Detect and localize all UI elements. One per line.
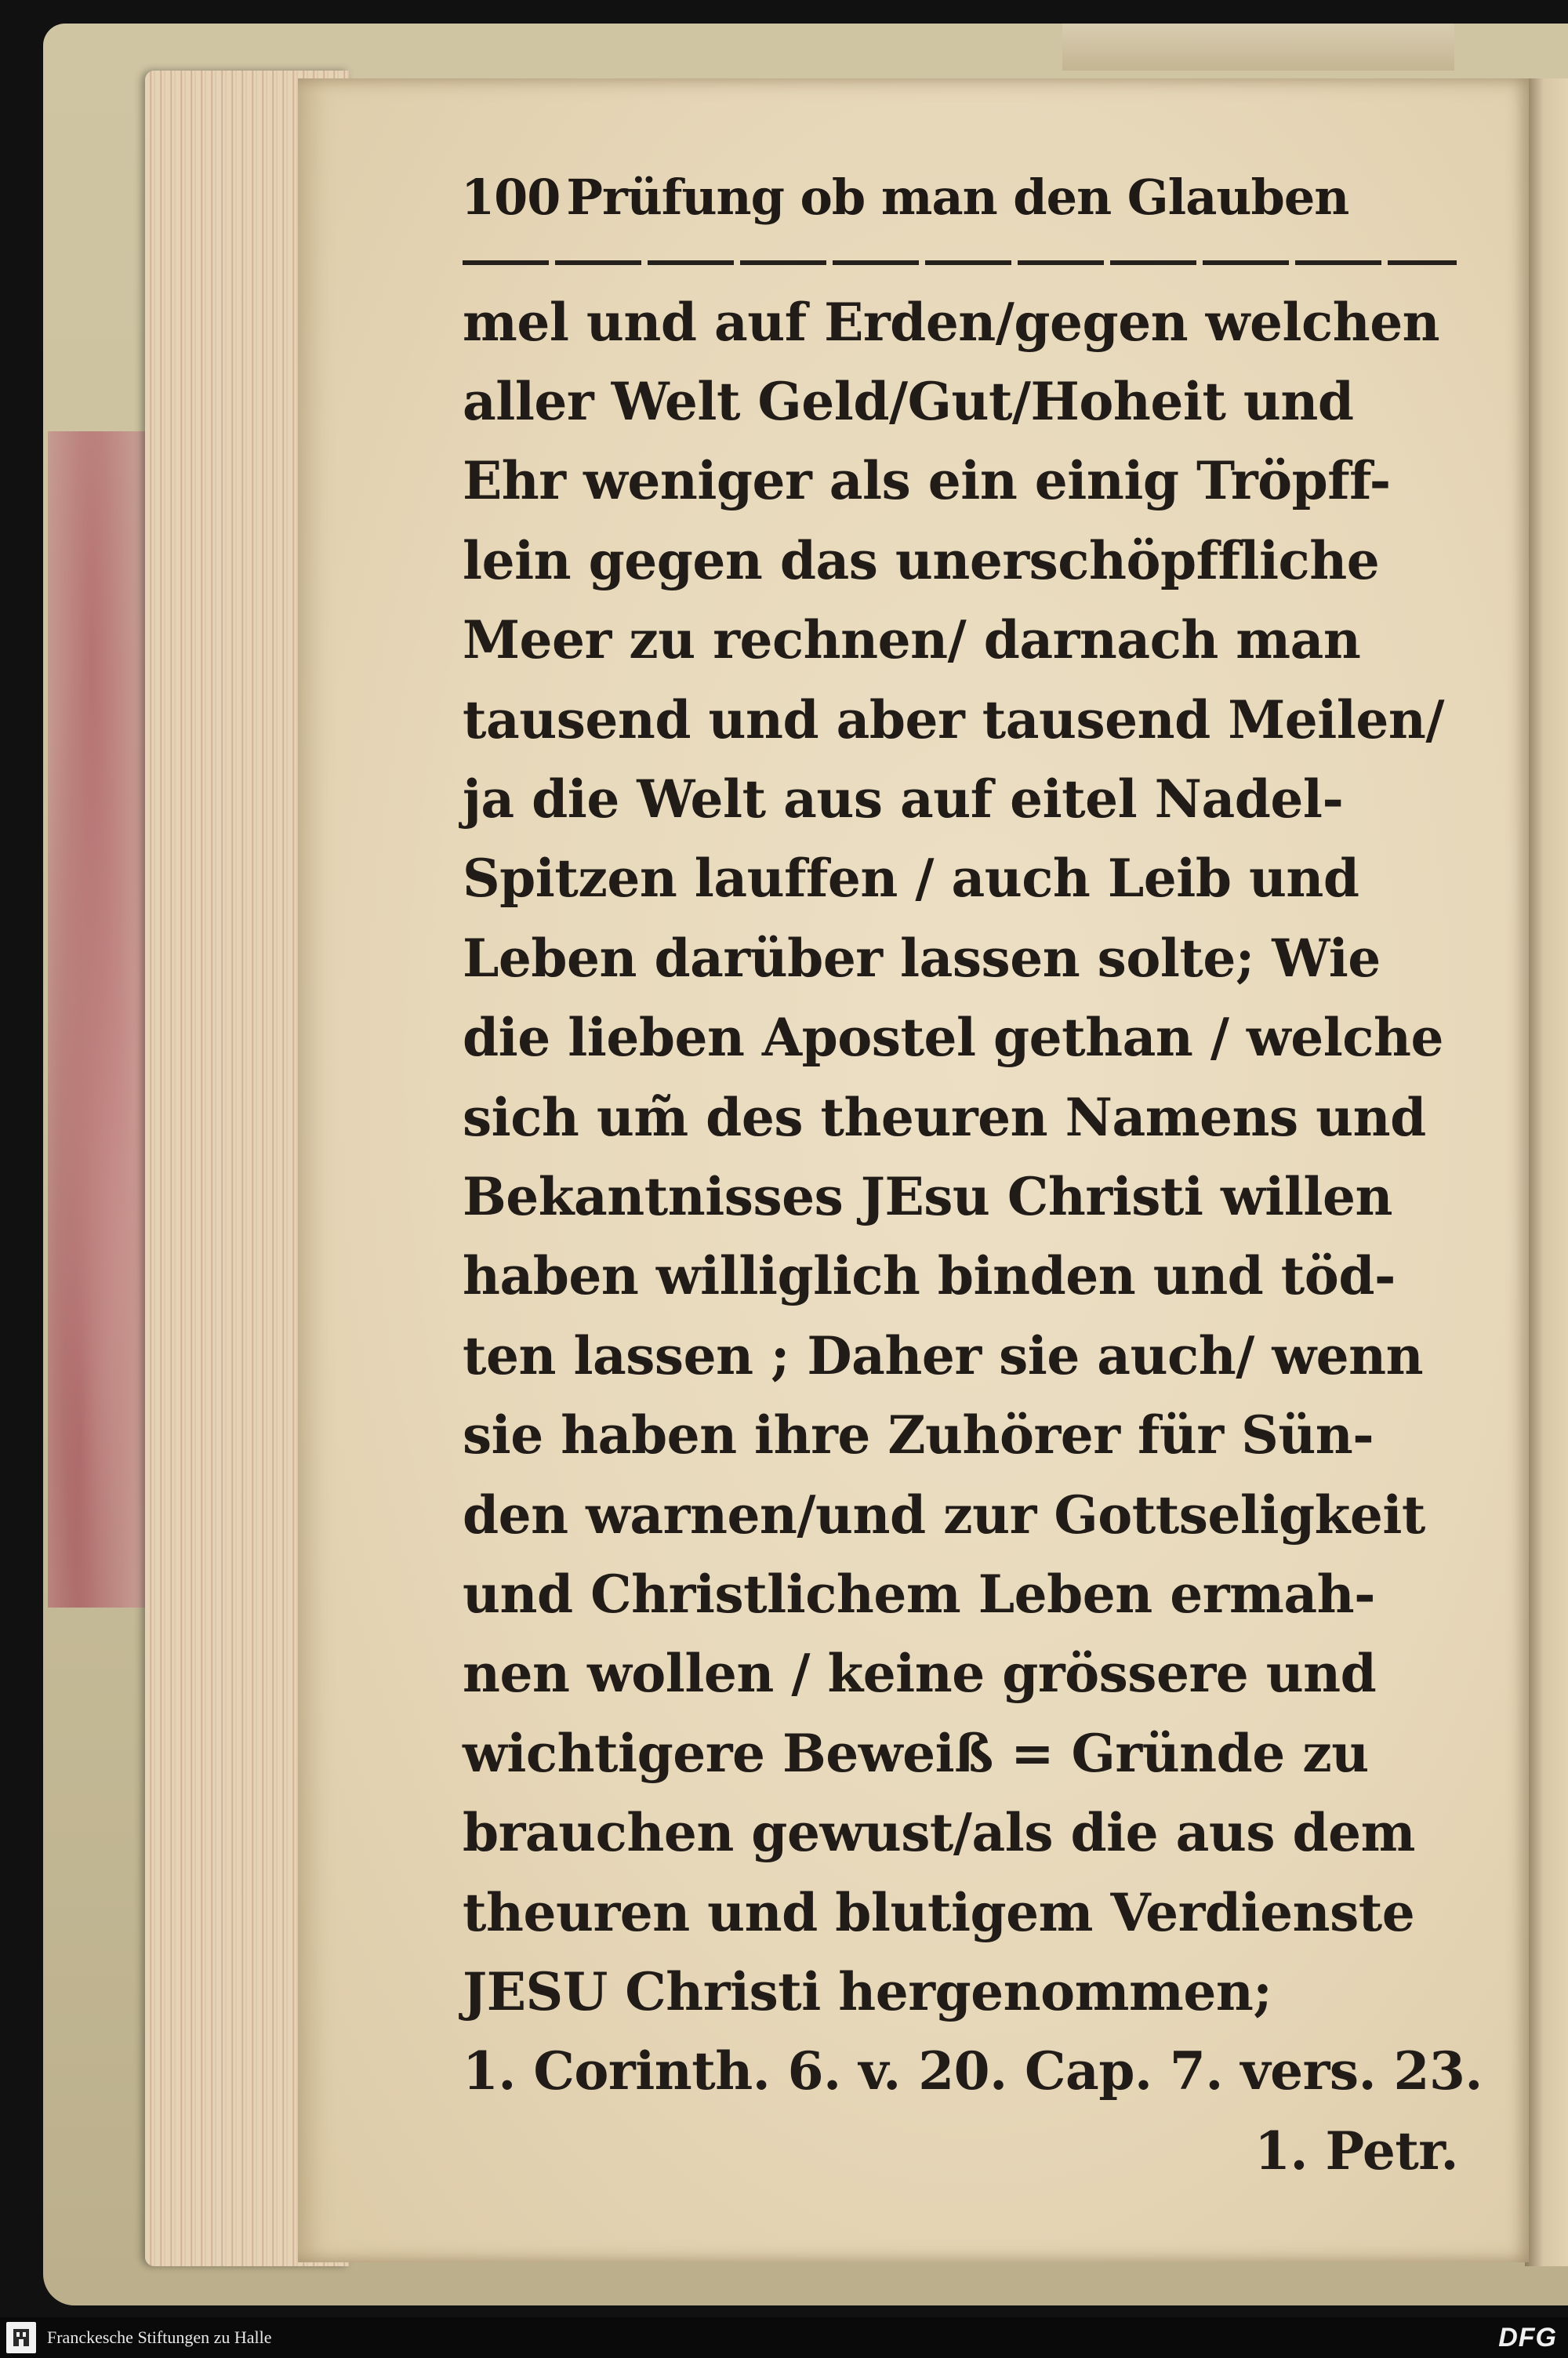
institution-name: Franckesche Stiftungen zu Halle [47, 2327, 272, 2347]
text-line: Bekantnisses JEsu Christi willen [463, 1165, 1392, 1227]
text-line: theuren und blutigem Verdienste [463, 1881, 1415, 1943]
text-line: und Christlichem Leben ermah- [463, 1563, 1375, 1625]
body-text [463, 282, 1483, 2190]
header-rule [463, 260, 1457, 265]
running-head [461, 158, 1461, 226]
text-line: die lieben Apostel gethan / welche [463, 1007, 1443, 1069]
cover-damage [1062, 24, 1454, 71]
marbled-paper [48, 431, 158, 1608]
text-line: den warnen/und zur Gottseligkeit [463, 1484, 1425, 1546]
text-line: haben williglich binden und töd- [463, 1245, 1396, 1307]
facing-page-edge [1525, 78, 1568, 2266]
page-number: 100 [461, 169, 561, 226]
catchword: 1. Petr. [1254, 2120, 1458, 2182]
text-line: Spitzen lauffen / auch Leib und [463, 848, 1359, 910]
text-line: nen wollen / keine grössere und [463, 1643, 1377, 1705]
page-header [461, 158, 1461, 226]
text-line: mel und auf Erden/gegen welchen [463, 291, 1440, 353]
text-line: Ehr weniger als ein einig Tröpff- [463, 450, 1391, 512]
text-line: ten lassen ; Daher sie auch/ wenn [463, 1324, 1424, 1386]
funder-logo: DFG [1498, 2322, 1557, 2353]
text-line: sich um̃ des theuren Namens und [463, 1086, 1426, 1148]
footer-attribution [0, 2322, 272, 2353]
text-line: JESU Christi hergenommen; [463, 1960, 1272, 2022]
running-head-text: Prüfung ob man den Glauben [566, 169, 1349, 226]
text-line: aller Welt Geld/Gut/Hoheit und [463, 371, 1354, 433]
text-line: Meer zu rechnen/ darnach man [463, 609, 1361, 671]
text-line: Leben darüber lassen solte; Wie [463, 927, 1381, 989]
text-line: brauchen gewust/als die aus dem [463, 1802, 1416, 1864]
text-line: tausend und aber tausend Meilen/ [463, 689, 1445, 750]
text-line: lein gegen das unerschöpffliche [463, 529, 1380, 591]
text-line: wichtigere Beweiß = Gründe zu [463, 1722, 1369, 1784]
text-line: sie haben ihre Zuhörer für Sün- [463, 1404, 1374, 1466]
viewer-footer [0, 2317, 1568, 2358]
text-line: ja die Welt aus auf eitel Nadel- [463, 768, 1344, 830]
institution-logo-icon [6, 2322, 36, 2353]
text-line: 1. Corinth. 6. v. 20. Cap. 7. vers. 23. [463, 2040, 1483, 2102]
